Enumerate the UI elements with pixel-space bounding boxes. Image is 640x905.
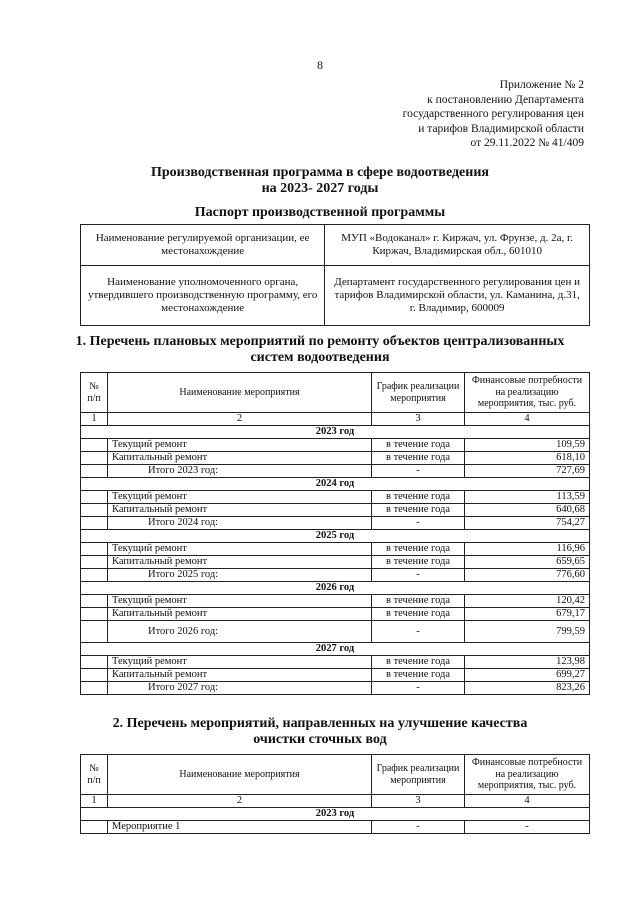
appendix-line: и тарифов Владимирской области — [418, 122, 584, 135]
passport-value: МУП «Водоканал» г. Киржач, ул. Фрунзе, д. 2а, г. Киржач, Владимирская обл., 601010 — [325, 225, 590, 266]
measure-schedule: в течение года — [372, 491, 465, 504]
heading-line: систем водоотведения — [250, 350, 390, 365]
measure-schedule: в течение года — [372, 504, 465, 517]
measure-schedule: в течение года — [372, 439, 465, 452]
row-number — [81, 452, 108, 465]
year-label: 2025 год — [81, 530, 590, 543]
year-row — [81, 530, 590, 543]
appendix-line: Приложение № 2 — [499, 79, 584, 91]
repair-table-body — [81, 426, 590, 695]
total-row — [81, 621, 590, 643]
measure-schedule: - — [372, 569, 465, 582]
document-title — [0, 165, 640, 197]
column-number: 1 — [81, 413, 108, 426]
measure-value: 679,17 — [465, 608, 590, 621]
measure-name: Текущий ремонт — [108, 656, 372, 669]
measure-value: 799,59 — [465, 621, 590, 643]
table-row — [81, 821, 590, 834]
appendix-line: от 29.11.2022 № 41/409 — [470, 137, 584, 149]
measure-name: Итого 2024 год: — [108, 517, 372, 530]
measure-name: Текущий ремонт — [108, 595, 372, 608]
column-number-row — [81, 795, 590, 808]
row-number — [81, 669, 108, 682]
quality-measures-table — [80, 754, 590, 834]
measure-value: 727,69 — [465, 465, 590, 478]
table-row — [81, 595, 590, 608]
column-number: 4 — [465, 795, 590, 808]
appendix-block — [403, 78, 584, 151]
table-row — [81, 452, 590, 465]
year-label: 2027 год — [81, 643, 590, 656]
measure-value: 754,27 — [465, 517, 590, 530]
row-number — [81, 491, 108, 504]
title-line: на 2023- 2027 годы — [261, 181, 379, 196]
passport-table — [80, 224, 590, 326]
measure-value: 776,60 — [465, 569, 590, 582]
measure-schedule: - — [372, 465, 465, 478]
measure-name: Итого 2023 год: — [108, 465, 372, 478]
measure-value: 640,68 — [465, 504, 590, 517]
table-row — [81, 504, 590, 517]
column-number: 3 — [372, 413, 465, 426]
measure-value: 699,27 — [465, 669, 590, 682]
heading-line: 1. Перечень плановых мероприятий по ремонту объектов централизованных — [75, 334, 565, 349]
column-number: 3 — [372, 795, 465, 808]
measure-schedule: - — [372, 682, 465, 695]
measure-name: Капитальный ремонт — [108, 504, 372, 517]
measure-schedule: в течение года — [372, 608, 465, 621]
row-number — [81, 439, 108, 452]
passport-row — [81, 225, 590, 266]
measure-name: Итого 2026 год: — [108, 621, 372, 643]
row-number — [81, 608, 108, 621]
table-row — [81, 543, 590, 556]
heading-line: очистки сточных вод — [253, 732, 387, 747]
col-header-finance: Финансовые потребности на реализацию мероприятия, тыс. руб. — [465, 373, 590, 413]
column-number: 1 — [81, 795, 108, 808]
col-header-schedule: График реализации мероприятия — [372, 755, 465, 795]
measure-schedule: - — [372, 621, 465, 643]
passport-value: Департамент государственного регулирования цен и тарифов Владимирской области, ул. Каманина, д.31, г. Владимир, 600009 — [325, 266, 590, 326]
column-number: 2 — [108, 795, 372, 808]
measure-name: Капитальный ремонт — [108, 608, 372, 621]
total-row — [81, 569, 590, 582]
row-number — [81, 465, 108, 478]
section1-heading — [0, 334, 640, 366]
repair-measures-table — [80, 372, 590, 695]
page-number: 8 — [317, 58, 323, 72]
measure-name: Капитальный ремонт — [108, 556, 372, 569]
measure-value: 659,65 — [465, 556, 590, 569]
row-number — [81, 595, 108, 608]
col-header-number: № п/п — [81, 373, 108, 413]
col-header-name: Наименование мероприятия — [108, 755, 372, 795]
col-header-finance: Финансовые потребности на реализацию мероприятия, тыс. руб. — [465, 755, 590, 795]
table-row — [81, 491, 590, 504]
year-row — [81, 426, 590, 439]
measure-schedule: - — [372, 821, 465, 834]
table-row — [81, 608, 590, 621]
row-number — [81, 504, 108, 517]
passport-row — [81, 266, 590, 326]
year-label: 2023 год — [81, 426, 590, 439]
measure-schedule: в течение года — [372, 556, 465, 569]
year-row — [81, 582, 590, 595]
row-number — [81, 543, 108, 556]
table-row — [81, 669, 590, 682]
measure-value: 618,10 — [465, 452, 590, 465]
column-number: 4 — [465, 413, 590, 426]
measure-name: Итого 2027 год: — [108, 682, 372, 695]
measure-name: Капитальный ремонт — [108, 452, 372, 465]
col-header-number: № п/п — [81, 755, 108, 795]
measure-value: 823,26 — [465, 682, 590, 695]
passport-label: Наименование уполномоченного органа, утвердившего производственную программу, его местонахождение — [81, 266, 325, 326]
measure-value: 120,42 — [465, 595, 590, 608]
passport-label: Наименование регулируемой организации, ее местонахождение — [81, 225, 325, 266]
table-row — [81, 656, 590, 669]
row-number — [81, 569, 108, 582]
year-row — [81, 478, 590, 491]
year-row — [81, 808, 590, 821]
appendix-line: к постановлению Департамента — [427, 93, 584, 106]
section2-heading — [0, 716, 640, 748]
table-header-row — [81, 373, 590, 413]
measure-name: Текущий ремонт — [108, 543, 372, 556]
appendix-line: государственного регулирования цен — [402, 108, 584, 120]
row-number — [81, 621, 108, 643]
measure-name: Капитальный ремонт — [108, 669, 372, 682]
measure-value: - — [465, 821, 590, 834]
measure-schedule: в течение года — [372, 595, 465, 608]
row-number — [81, 656, 108, 669]
table-row — [81, 556, 590, 569]
passport-heading: Паспорт производственной программы — [194, 205, 446, 220]
measure-name: Текущий ремонт — [108, 491, 372, 504]
total-row — [81, 517, 590, 530]
year-label: 2026 год — [81, 582, 590, 595]
measure-schedule: в течение года — [372, 669, 465, 682]
heading-line: 2. Перечень мероприятий, направленных на улучшение качества — [112, 716, 528, 731]
total-row — [81, 465, 590, 478]
measure-name: Итого 2025 год: — [108, 569, 372, 582]
total-row — [81, 682, 590, 695]
row-number — [81, 556, 108, 569]
year-label: 2023 год — [81, 808, 590, 821]
measure-value: 113,59 — [465, 491, 590, 504]
row-number — [81, 682, 108, 695]
measure-value: 123,98 — [465, 656, 590, 669]
table-header-row — [81, 755, 590, 795]
col-header-schedule: График реализации мероприятия — [372, 373, 465, 413]
measure-value: 109,59 — [465, 439, 590, 452]
measure-schedule: в течение года — [372, 452, 465, 465]
column-number: 2 — [108, 413, 372, 426]
column-number-row — [81, 413, 590, 426]
col-header-name: Наименование мероприятия — [108, 373, 372, 413]
measure-schedule: в течение года — [372, 543, 465, 556]
row-number — [81, 517, 108, 530]
year-label: 2024 год — [81, 478, 590, 491]
measure-schedule: - — [372, 517, 465, 530]
measure-name: Текущий ремонт — [108, 439, 372, 452]
title-line: Производственная программа в сфере водоотведения — [151, 165, 489, 180]
measure-schedule: в течение года — [372, 656, 465, 669]
measure-value: 116,96 — [465, 543, 590, 556]
year-row — [81, 643, 590, 656]
table-row — [81, 439, 590, 452]
row-number — [81, 821, 108, 834]
measure-name: Мероприятие 1 — [108, 821, 372, 834]
